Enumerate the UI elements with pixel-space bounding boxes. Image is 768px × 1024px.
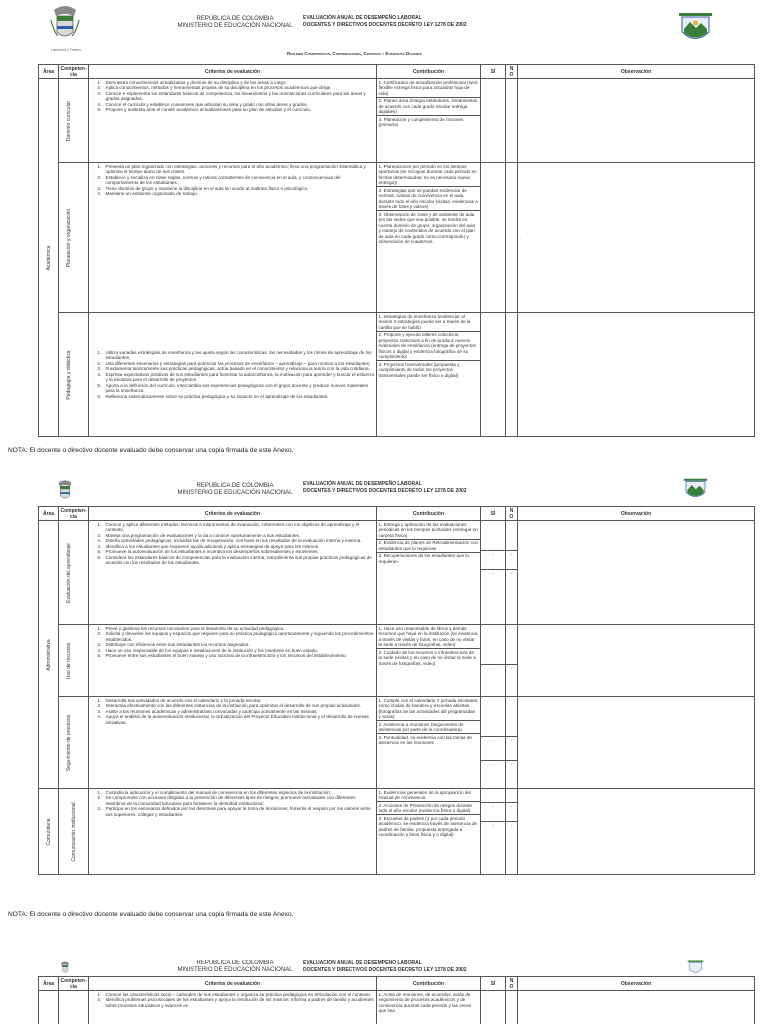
contribucion-item: 3. Recuperaciones de los estudiantes que lo requieran	[378, 553, 469, 564]
header-contribucion: Contribución	[377, 507, 481, 521]
criterios-cell	[89, 313, 377, 437]
check-mark: -	[510, 570, 513, 576]
competencia-cell: Dominio curricular	[59, 79, 89, 163]
criterio-item: 2. Aplica conocimientos, métodos y herramientas propias de su disciplina en los procesos académicos que dirige.	[103, 85, 375, 91]
criterio-item: 1. Conoce y aplica diferentes métodos, técnicas e instrumentos de evaluación, coherentes con los objetivos de aprendizaje y el contexto.	[103, 522, 375, 533]
competencia-cell	[59, 991, 89, 1024]
check-mark: -	[492, 822, 494, 828]
criterio-item: 5. Aporta a la definición del currículo, intercambia sus experiencias pedagógicas con el grupo docente y produce nuevos materiales para la enseñanza.	[103, 383, 375, 394]
criterio-item: 3. Participa en los escenarios definidos por las directivas para apoyar la toma de decisiones; fomenta el respeto por los valores entre sus superiores, colegas y estudiantes.	[103, 806, 375, 817]
criterio-item: 2. Maneja una programación de evaluaciones y la da a conocer oportunamente a sus estudiantes.	[103, 533, 375, 539]
check-mark: -	[510, 761, 513, 767]
area-cell: Académica	[39, 79, 59, 437]
republic-line-1: REPÚBLICA DE COLOMBIA	[196, 16, 274, 22]
no-cell[interactable]	[506, 79, 518, 163]
criterios-cell	[89, 521, 377, 625]
institution-shield-icon	[677, 12, 714, 46]
no-cell[interactable]	[506, 163, 518, 313]
criterio-item: 1. Conoce las características socio – culturales de sus estudiantes y organiza su práctica pedagógica en articulación con el contexto.	[103, 992, 375, 998]
criterio-item: 2. Identifica problemas psicosociales de los estudiantes y apoya la resolución de los mismos; informa a padres de familia y acudientes sobre procesos educativos y avances en	[103, 997, 375, 1008]
republic-line-2: MINISTERIO DE EDUCACIÓN NACIONAL	[177, 967, 293, 973]
area-cell: Administrativa	[39, 521, 59, 789]
criterio-item: 4. Apoya el análisis de la autoevaluación institucional, la actualización del Proyecto Educativo Institucional y el desarrollo de nuevas iniciativas.	[103, 714, 375, 725]
competencia-cell: Planeación y organización	[59, 163, 89, 313]
check-mark: -	[481, 737, 505, 761]
eval-line-2: DOCENTES Y DIRECTIVOS DOCENTES DECRETO LEY 1278 DE 2002	[303, 967, 467, 973]
no-cell[interactable]	[506, 991, 518, 1024]
colombia-coat-of-arms-icon	[50, 478, 80, 504]
header-si: SÍ	[481, 507, 506, 521]
competencia-cell: Uso de recursos	[59, 625, 89, 697]
criterio-item: 4. Hace un uso responsable de los equipos e instalaciones de la institución y los mantiene en buen estado.	[103, 648, 375, 654]
criterio-item: 4. Conoce el currículo y establece conexiones que articulan su área y grado con otras áreas y grados.	[103, 102, 375, 108]
check-mark: -	[492, 761, 494, 767]
eval-line-1: EVALUACIÓN ANUAL DE DESEMPEÑO LABORAL	[303, 481, 422, 487]
contribucion-cell	[377, 79, 481, 163]
table-row	[39, 697, 755, 789]
check-mark: -	[510, 665, 513, 671]
competencia-cell: Comunicación institucional	[59, 789, 89, 875]
table-header-row	[39, 507, 755, 521]
check-mark: -	[506, 803, 517, 822]
criterio-item: 3. Tiene dominio de grupo y mantiene la disciplina en el aula sin acudir al maltrato físico o psicológico.	[103, 186, 375, 192]
criterio-item: 2. Establece y socializa en clase reglas, normas y rutinas consistentes de convivencia en el aula, y consecuencias del comportamiento de los estudiantes.	[103, 175, 375, 186]
eval-line-1: EVALUACIÓN ANUAL DE DESEMPEÑO LABORAL	[303, 960, 422, 966]
observacion-text: .	[519, 234, 521, 240]
criterio-item: 4. Mantiene un ambiente organizado de trabajo.	[103, 191, 375, 197]
observacion-cell[interactable]	[518, 163, 755, 313]
evaluation-heading	[303, 481, 467, 495]
competencia-cell: Seguimiento de procesos	[59, 697, 89, 789]
competencies-table	[38, 976, 755, 1024]
header-no: N O	[506, 977, 518, 991]
criterio-item: 1. Custodia la aplicación y el cumplimiento del manual de convivencia en los diferentes espacios de la institución;	[103, 790, 375, 796]
contribucion-item: 3. Escuelas de padres (1 por cada periodo académico, se evidencia través de asistencia de padres de familia, propuesta entregada a coordinación y fotos física y o digital)	[378, 815, 478, 837]
criterio-item: 2. Usa diferentes escenarios y estrategias para potenciar los procesos de enseñanza – aprendizaje – para motivar a los estudiantes;	[103, 361, 375, 367]
contribucion-cell	[377, 313, 481, 437]
check-mark: -	[481, 551, 505, 570]
crest-caption: Libertad y Orden	[51, 48, 81, 52]
contribucion-item: 1. estrategias de enseñanza (evidenciar al menos 3 estrategias puede ser a través de la cartilla que se habló)	[377, 313, 480, 332]
header-si: SÍ	[481, 65, 506, 79]
area-cell	[39, 991, 59, 1024]
contribucion-cell	[377, 789, 481, 875]
table-header-row	[39, 977, 755, 991]
header-competencia: Competen-cia	[60, 507, 87, 520]
criterios-cell	[89, 625, 377, 697]
table-row	[39, 163, 755, 313]
contribucion-item: 3. Puntualidad, se evidencia con las tomas de asistencia en las reuniones	[378, 734, 472, 745]
republic-heading	[160, 483, 310, 497]
contribucion-item: 2. Asistencia a reuniones (seguimiento de asistencias por parte de la coordinadora)	[377, 721, 480, 734]
check-mark	[506, 789, 517, 803]
evaluation-heading	[303, 960, 467, 974]
criterio-item: 2. Se compromete con acciones dirigidas a la prevención de diferentes tipos de riesgos; promueve actividades con diferentes miembros de la comunidad educativa para fortalecer la identidad institucional;	[103, 795, 375, 806]
eval-line-2: DOCENTES Y DIRECTIVOS DOCENTES DECRETO LEY 1278 DE 2002	[303, 488, 467, 494]
check-mark	[506, 625, 517, 665]
table-row	[39, 521, 755, 625]
observacion-cell[interactable]	[518, 789, 755, 875]
observacion-cell[interactable]	[518, 697, 755, 789]
republic-heading	[160, 16, 310, 30]
contribucion-item: 2. Cuidado de los recursos e infraestructura de la sede (visitas y en caso de no visitar la sede a través de fotografías, video)	[378, 649, 476, 666]
observacion-cell[interactable]	[518, 313, 755, 437]
criterio-item: 1. Demuestra conocimientos actualizados y dominio de su disciplina y de las áreas a cargo.	[103, 80, 375, 86]
contribucion-item: 3. Planeación y cumplimiento de rincones (primaria)	[378, 116, 464, 127]
observacion-cell[interactable]	[518, 625, 755, 697]
criterio-item: 6. Considera los estándares básicos de competencias para la evaluación interna; retroalimenta sus propias practicas pedagógicas de acuerdo con los resultados de los estudiantes.	[103, 555, 375, 566]
si-cell[interactable]	[481, 697, 506, 789]
competencies-table	[38, 64, 755, 437]
contribucion-cell	[377, 163, 481, 313]
eval-line-2: DOCENTES Y DIRECTIVOS DOCENTES DECRETO LEY 1278 DE 2002	[303, 22, 467, 28]
republic-line-2: MINISTERIO DE EDUCACIÓN NACIONAL	[177, 490, 293, 496]
observacion-cell[interactable]	[518, 991, 755, 1024]
criterio-item: 5. Promueve entre sus estudiantes el buen manejo y uso racional de la infraestructura y los recursos del establecimiento.	[103, 653, 375, 659]
contribucion-item: 3. Observación de clase y de ambiente de aula (en las sedes que sea posible, se tendrá en cuenta dominio de grupo, organización del aula y manejo de contenidos de acuerdo con el plan de aula en cada grado como corresponde) y observación de cuadernos.	[378, 211, 476, 244]
header-criterios: Criterios de evaluación	[89, 977, 377, 991]
contribucion-item: 2. Planes área (integra estándares, lineamientos de acuerdo con cada grado escolar entrega digitales)	[377, 98, 480, 117]
check-mark: -	[506, 737, 517, 761]
check-mark	[481, 789, 505, 803]
header-area: Área	[39, 507, 59, 521]
criterio-item: 3. Diseña actividades pedagógicas, incluidas las de recuperación, con base en los resultados de la evaluación interna y externa.	[103, 538, 375, 544]
page-header	[0, 478, 768, 502]
table-row	[39, 79, 755, 163]
contribucion-item: 1. Planeaciones por periodo en los tiempos oportunos (se recogian durante cada periodo en fechas determinadas; no es necesario nueva entrega))	[377, 163, 480, 187]
competencies-table	[38, 506, 755, 875]
evaluation-heading	[303, 15, 467, 29]
header-observacion: Observación	[518, 977, 755, 991]
criterio-item: 4. Expresa expectativas positivas de sus estudiantes para fomentar la autoconfianza, la motivación para aprender y buscar el esfuerzo y la iniciativa para el desarrollo de proyectos.	[103, 372, 375, 383]
contribucion-item: 1. Entrega y aplicación de las evaluaciones periódicas en los tiempos puntuales (entregar en carpeta física)	[377, 521, 480, 540]
check-mark: -	[492, 570, 494, 576]
competencia-cell: Pedagogía y didáctica	[59, 313, 89, 437]
table-row	[39, 625, 755, 697]
no-cell[interactable]	[506, 313, 518, 437]
criterios-cell	[89, 991, 377, 1024]
criterio-item: 3. Distribuye con eficiencia entre sus estudiantes los recursos asignados.	[103, 642, 375, 648]
no-cell[interactable]	[506, 789, 518, 875]
si-cell[interactable]	[481, 991, 506, 1024]
table-row	[39, 991, 755, 1024]
criterio-item: 5. Promueve la autoevaluación de los estudiantes e incentiva los desempeños sobresalientes y excelentes.	[103, 549, 375, 555]
competencia-cell: Evaluación del aprendizaje	[59, 521, 89, 625]
contribucion-item: 1. Evidencias generales de la apropiación del manual de convivencia	[377, 789, 480, 802]
observacion-cell[interactable]	[518, 79, 755, 163]
page-header	[0, 960, 768, 976]
contribucion-cell	[377, 625, 481, 697]
header-si: SÍ	[481, 977, 506, 991]
header-no: N O	[506, 65, 518, 79]
si-cell[interactable]	[481, 521, 506, 625]
header-competencia: Competen-cia	[60, 65, 87, 78]
contribucion-item: 2. Estrategias que se puedan evidenciar de normas, rutinas de convivencia en el aula, durante todo el año escolar (visitas, evidencias a través de fotos y videos)	[377, 187, 480, 211]
header-no: N O	[506, 507, 518, 521]
colombia-coat-of-arms-icon	[50, 2, 80, 46]
check-mark	[481, 521, 505, 551]
contribucion-text: 1. Actas de reuniones, de acuerdos, actas de seguimiento de procesos académicos y de convivencia durante cada periodo y las veces que sea	[378, 991, 472, 1013]
criterio-item: 2. Interactúa efectivamente con las diferentes instancias de la institución para optimizar el desarrollo de sus propias actividades.	[103, 703, 375, 709]
si-cell[interactable]	[481, 163, 506, 313]
criterio-item: 1. Utiliza variadas estrategias de enseñanza y las ajusta según las características, las necesidades y los ritmos de aprendizaje de los estudiantes;	[103, 350, 375, 361]
header-contribucion: Contribución	[377, 977, 481, 991]
criterio-item: 3. Asiste a las reuniones académicas y administrativas convocadas y participa activamente en las mismas.	[103, 709, 375, 715]
check-mark: -	[510, 822, 513, 828]
document-subtitle: Resumen Competencias, Contribuciones, Criterios y Evidencias Docente	[287, 51, 422, 56]
criterio-item: 1. Desarrolla sus actividades de acuerdo con el calendario y la jornada escolar.	[103, 698, 375, 704]
criterio-item: 1. Presenta un plan organizado con estrategias, acciones y recursos para el año académico; lleva una programación sistemática y optimiza el tiempo diario de sus clases.	[103, 164, 375, 175]
table-row	[39, 789, 755, 875]
contribucion-item: 1. Certificados de actualización profesional (será flexible entrega física para actualizar hoja de vida)	[377, 79, 480, 98]
header-contribucion: Contribución	[377, 65, 481, 79]
contribucion-item: 2. Evidencia de planes de Retroalimentación con estudiantes que lo requieran	[378, 540, 479, 551]
colombia-coat-of-arms-icon	[50, 960, 80, 976]
criterios-cell	[89, 789, 377, 875]
criterios-cell	[89, 697, 377, 789]
criterio-item: 6. Reflexiona sistemáticamente sobre su práctica pedagógica y su impacto en el aprendizaje de los estudiantes.	[103, 394, 375, 400]
document-page-1	[0, 0, 768, 470]
contribucion-item: 3. Proyectos transversales (propuesta y cumplimiento de todos los proyectos transversales puede ser físico o digital)	[378, 361, 460, 378]
republic-line-1: REPÚBLICA DE COLOMBIA	[196, 960, 274, 966]
criterio-item: 1. Prevé y gestiona los recursos necesarios para el desarrollo de su actividad pedagógica.	[103, 626, 375, 632]
document-page-3	[0, 960, 768, 1024]
table-header-row	[39, 65, 755, 79]
area-cell: Comunitaria	[39, 789, 59, 875]
contribucion-cell	[377, 697, 481, 789]
si-cell[interactable]	[481, 625, 506, 697]
eval-line-1: EVALUACIÓN ANUAL DE DESEMPEÑO LABORAL	[303, 15, 422, 21]
criterio-item: 3. Fundamenta teóricamente sus prácticas pedagógicas, actúa basado en el conocimiento y relaciona la teoría con la vida cotidiana.	[103, 366, 375, 372]
check-mark	[481, 697, 505, 737]
criterio-item: 2. Solicita y devuelve los equipos y espacios que requiere para su práctica pedagógica oportunamente y siguiendo los procedimientos establecidos.	[103, 631, 375, 642]
institution-shield-icon	[677, 478, 714, 502]
si-cell[interactable]	[481, 79, 506, 163]
contribucion-item: 2. Propone y ejecuta talleres colectivos, proyectos colectivos a fin de producir nuevos materiales de enseñanza (entrega de proyectos físicos o digital y evidencia fotográfica de su cumplimiento)	[377, 332, 480, 362]
check-mark	[481, 625, 505, 665]
criterios-cell	[89, 79, 377, 163]
no-cell[interactable]	[506, 521, 518, 625]
header-observacion: Observación	[518, 65, 755, 79]
contribucion-item: 1. Hace uso responsable de libros y demás recursos que haya en la institución (se evidencia a través de visitas y fotos, en caso de no visitar la sede a través de fotografías, video)	[377, 625, 480, 649]
check-mark: -	[481, 803, 505, 822]
observacion-cell[interactable]	[518, 521, 755, 625]
check-mark: -	[506, 551, 517, 570]
si-cell[interactable]	[481, 789, 506, 875]
no-cell[interactable]	[506, 697, 518, 789]
criterio-item: 4. Identifica a los estudiantes que requieren ayuda adicional y aplica estrategias de apoyo para los mismos.	[103, 544, 375, 550]
criterios-cell	[89, 163, 377, 313]
criterio-item: 5. Propone y sustenta ante el comité académico actualizaciones para su plan de estudios y el currículo.	[103, 107, 375, 113]
header-area: Área	[39, 977, 59, 991]
contribucion-item: 2. Acciones de Prevención de riesgos durante todo el año escolar (evidencia física o digital)	[377, 802, 480, 815]
institution-shield-icon	[677, 960, 714, 976]
header-criterios: Criterios de evaluación	[89, 507, 377, 521]
criterio-item: 3. Conoce e implementa los estándares básicos de competencia, los lineamientos y las orientaciones curriculares para las áreas y grados asignados.	[103, 91, 375, 102]
nota-footer: NOTA: El docente o directivo docente evaluado debe conservar una copia firmada de este Anexo.	[8, 911, 294, 918]
contribucion-cell	[377, 521, 481, 625]
si-cell[interactable]	[481, 313, 506, 437]
header-competencia: Competen-cia	[60, 977, 87, 990]
page-header	[0, 0, 768, 57]
header-criterios: Criterios de evaluación	[89, 65, 377, 79]
document-page-2	[0, 478, 768, 928]
check-mark	[506, 697, 517, 737]
table-row	[39, 313, 755, 437]
check-mark	[506, 521, 517, 551]
republic-line-2: MINISTERIO DE EDUCACIÓN NACIONAL	[177, 23, 293, 29]
contribucion-cell	[377, 991, 481, 1024]
republic-line-1: REPÚBLICA DE COLOMBIA	[196, 483, 274, 489]
contribucion-item: 1. Cumple con el calendario Y jornada escolares, como izadas de bandera y escuelas abiertas (fotografías de las actividades allí programadas y actas)	[378, 697, 479, 719]
no-cell[interactable]	[506, 625, 518, 697]
republic-heading	[160, 960, 310, 974]
header-area: Área	[39, 65, 59, 79]
header-observacion: Observación	[518, 507, 755, 521]
check-mark: -	[492, 665, 494, 671]
nota-footer: NOTA: El docente o directivo docente evaluado debe conservar una copia firmada de este Anexo.	[8, 447, 294, 454]
